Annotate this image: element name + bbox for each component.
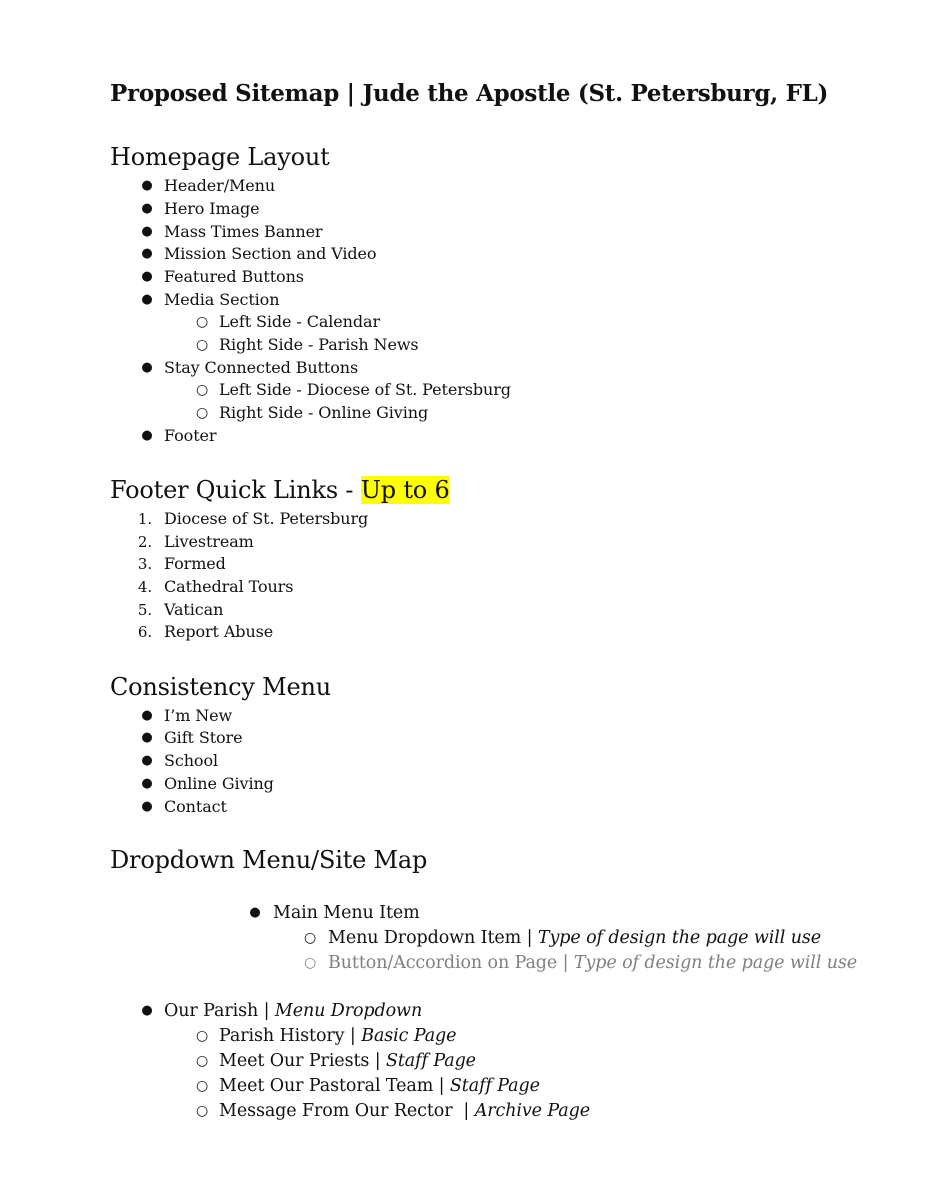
dropdown-item: ○ Message From Our Rector | Archive Page xyxy=(191,1100,590,1122)
bullet-icon: ● xyxy=(141,1003,153,1018)
dropdown-item: ○ Parish History | Basic Page xyxy=(191,1025,456,1047)
bullet-icon: ● xyxy=(141,360,153,375)
bullet-icon: ● xyxy=(141,776,153,791)
circle-bullet-icon: ○ xyxy=(195,1053,209,1069)
list-item: ● School xyxy=(136,751,218,771)
bullet-icon: ● xyxy=(141,708,153,723)
bullet-icon: ● xyxy=(141,224,153,239)
numbered-item: 5. Vatican xyxy=(137,600,224,619)
dropdown-menu-heading: Dropdown Menu/Site Map xyxy=(110,846,428,874)
legend-button-item: ○ Button/Accordion on Page | Type of design the page will use xyxy=(299,952,857,974)
list-item: ● Mass Times Banner xyxy=(136,222,322,242)
homepage-layout-heading: Homepage Layout xyxy=(110,143,330,171)
bullet-icon: ● xyxy=(141,269,153,284)
bullet-icon: ● xyxy=(141,730,153,745)
list-item: ● Contact xyxy=(136,797,227,817)
numbered-item: 1. Diocese of St. Petersburg xyxy=(137,509,369,528)
list-item: ● Header/Menu xyxy=(136,176,275,196)
consistency-menu-heading: Consistency Menu xyxy=(110,673,332,701)
circle-bullet-icon: ○ xyxy=(195,1103,209,1119)
list-item: ○ Right Side - Online Giving xyxy=(191,403,428,423)
circle-bullet-icon: ○ xyxy=(195,405,209,421)
dropdown-item: ○ Meet Our Priests | Staff Page xyxy=(191,1050,476,1072)
menu-item-our-parish: ● Our Parish | Menu Dropdown xyxy=(136,1000,422,1022)
dropdown-item: ○ Meet Our Pastoral Team | Staff Page xyxy=(191,1075,540,1097)
circle-bullet-icon: ○ xyxy=(195,337,209,353)
list-item: ● Online Giving xyxy=(136,774,274,794)
bullet-icon: ● xyxy=(141,201,153,216)
highlighted-text: Up to 6 xyxy=(360,476,450,504)
bullet-icon: ● xyxy=(141,292,153,307)
circle-bullet-icon: ○ xyxy=(195,1078,209,1094)
list-item: ● Mission Section and Video xyxy=(136,244,376,264)
footer-quick-links-heading: Footer Quick Links - Up to 6 xyxy=(110,476,450,504)
legend-dropdown-item: ○ Menu Dropdown Item | Type of design the page will use xyxy=(299,927,821,949)
bullet-icon: ● xyxy=(141,753,153,768)
numbered-item: 3. Formed xyxy=(137,554,226,573)
list-item: ● Featured Buttons xyxy=(136,267,304,287)
list-item: ● Gift Store xyxy=(136,728,242,748)
numbered-item: 6. Report Abuse xyxy=(137,622,274,641)
list-item: ● Footer xyxy=(136,426,216,446)
bullet-icon: ● xyxy=(141,428,153,443)
numbered-item: 2. Livestream xyxy=(137,532,254,551)
list-item: ● Stay Connected Buttons xyxy=(136,358,358,378)
circle-bullet-icon: ○ xyxy=(195,382,209,398)
list-item: ● Media Section xyxy=(136,290,279,310)
circle-bullet-icon: ○ xyxy=(303,955,317,971)
numbered-item: 4. Cathedral Tours xyxy=(137,577,294,596)
bullet-icon: ● xyxy=(141,799,153,814)
legend-main-item: ● Main Menu Item xyxy=(244,902,420,924)
list-item: ● I’m New xyxy=(136,706,232,726)
bullet-icon: ● xyxy=(141,246,153,261)
list-item: ● Hero Image xyxy=(136,199,260,219)
list-item: ○ Left Side - Calendar xyxy=(191,312,380,332)
circle-bullet-icon: ○ xyxy=(303,930,317,946)
document-title: Proposed Sitemap | Jude the Apostle (St. Petersburg, FL) xyxy=(110,80,829,107)
circle-bullet-icon: ○ xyxy=(195,1028,209,1044)
list-item: ○ Right Side - Parish News xyxy=(191,335,419,355)
bullet-icon: ● xyxy=(141,178,153,193)
bullet-icon: ● xyxy=(249,905,261,920)
list-item: ○ Left Side - Diocese of St. Petersburg xyxy=(191,380,511,400)
circle-bullet-icon: ○ xyxy=(195,314,209,330)
